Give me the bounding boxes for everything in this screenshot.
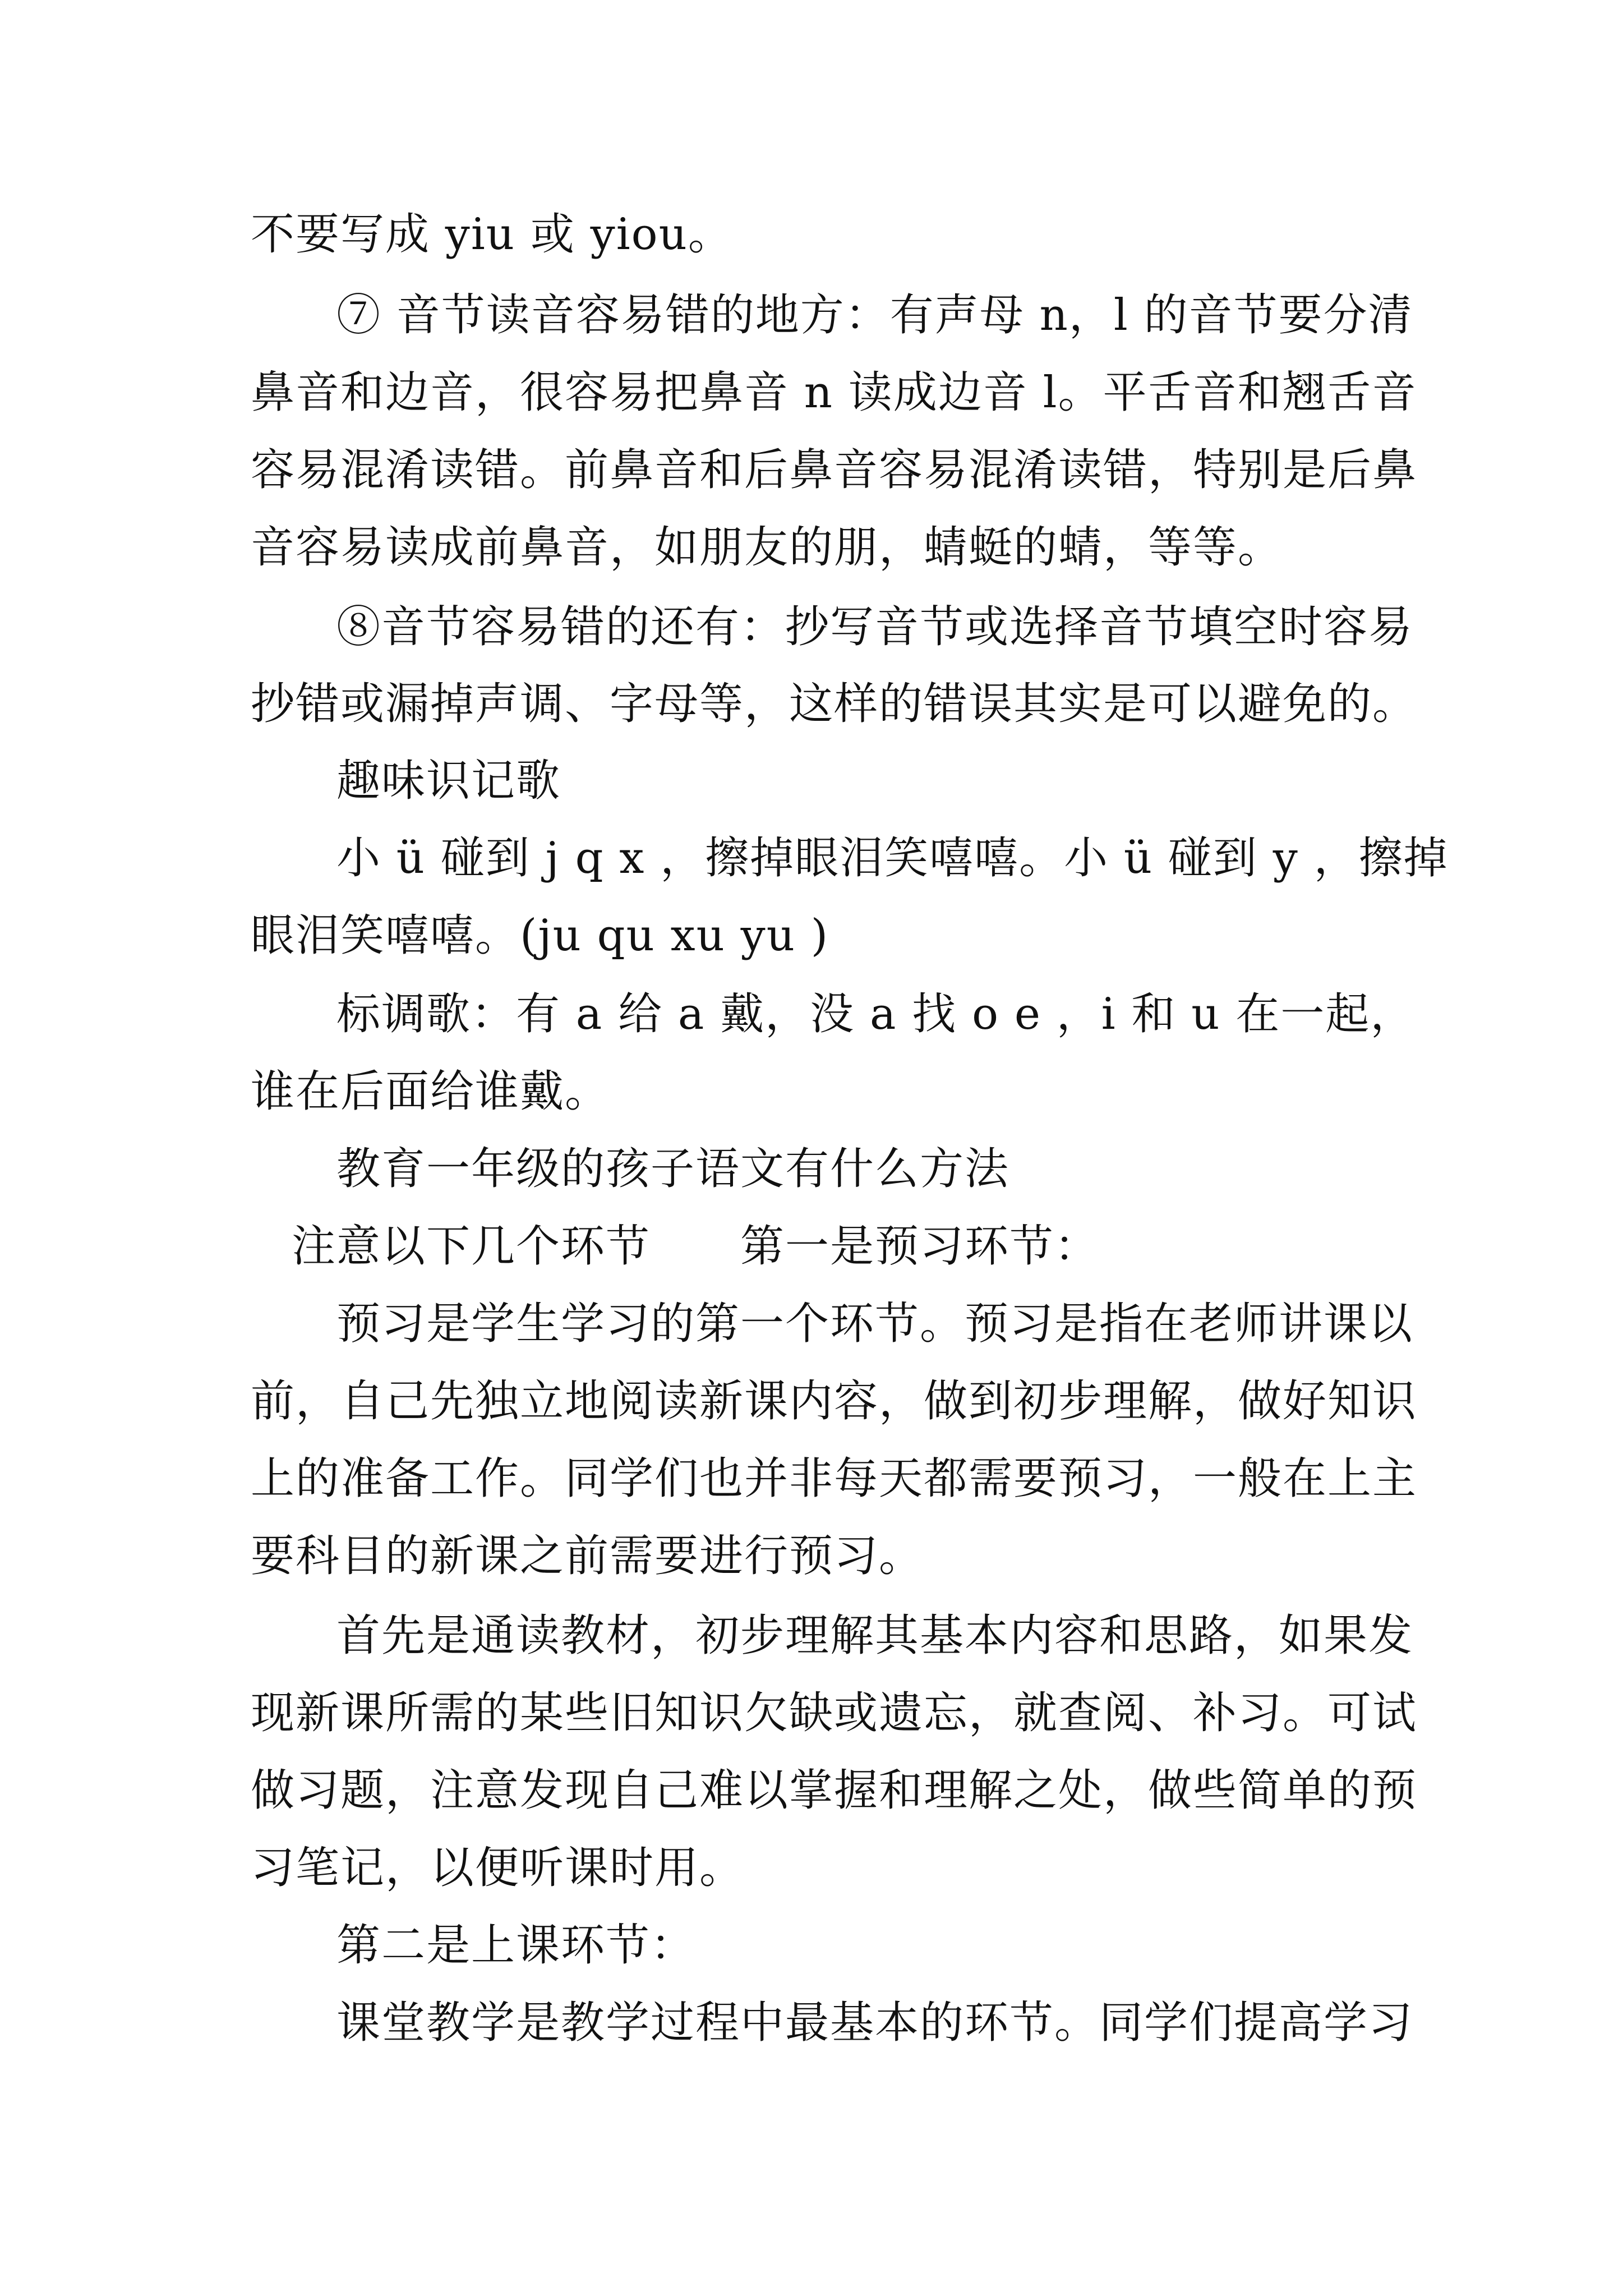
text-line: 小 ü 碰到 j q x ，擦掉眼泪笑嘻嘻。小 ü 碰到 y ，擦掉: [336, 833, 1449, 884]
text-line: ⑦ 音节读音容易错的地方：有声母 n，l 的音节要分清: [336, 290, 1413, 341]
text-line: 首先是通读教材，初步理解其基本内容和思路，如果发: [336, 1611, 1414, 1661]
text-line: 前，自己先独立地阅读新课内容，做到初步理解，做好知识: [251, 1376, 1418, 1427]
text-line: 做习题，注意发现自己难以掌握和理解之处，做些简单的预: [251, 1765, 1418, 1816]
text-line: 音容易读成前鼻音，如朋友的朋，蜻蜓的蜻，等等。: [251, 522, 1283, 573]
text-line: 标调歌：有 a 给 a 戴，没 a 找 o e ，i 和 u 在一起，: [336, 989, 1415, 1039]
section-heading: 趣味识记歌: [336, 756, 561, 806]
section-heading: 教育一年级的孩子语文有什么方法: [336, 1144, 1010, 1194]
text-line: 眼泪笑嘻嘻。(ju qu xu yu ): [251, 910, 829, 961]
text-line: 要科目的新课之前需要进行预习。: [251, 1531, 924, 1581]
text-line: 不要写成 yiu 或 yiou。: [251, 209, 733, 260]
text-line: 容易混淆读错。前鼻音和后鼻音容易混淆读错，特别是后鼻: [251, 445, 1418, 495]
text-line: 现新课所需的某些旧知识欠缺或遗忘，就查阅、补习。可试: [251, 1688, 1418, 1738]
subheading-line: 注意以下几个环节 第一是预习环节：: [292, 1221, 1100, 1272]
text-line: ⑧音节容易错的还有：抄写音节或选择音节填空时容易: [336, 602, 1414, 652]
text-line: 习笔记，以便听课时用。: [251, 1843, 745, 1893]
section-heading: 第二是上课环节：: [336, 1920, 696, 1971]
text-line: 抄错或漏掉声调、字母等，这样的错误其实是可以避免的。: [251, 679, 1418, 729]
text-line: 上的准备工作。同学们也并非每天都需要预习，一般在上主: [251, 1453, 1418, 1504]
text-line: 鼻音和边音，很容易把鼻音 n 读成边音 l。平舌音和翘舌音: [251, 367, 1417, 418]
text-line: 谁在后面给谁戴。: [251, 1066, 610, 1117]
text-line: 课堂教学是教学过程中最基本的环节。同学们提高学习: [336, 1998, 1414, 2048]
text-line: 预习是学生学习的第一个环节。预习是指在老师讲课以: [336, 1299, 1414, 1349]
